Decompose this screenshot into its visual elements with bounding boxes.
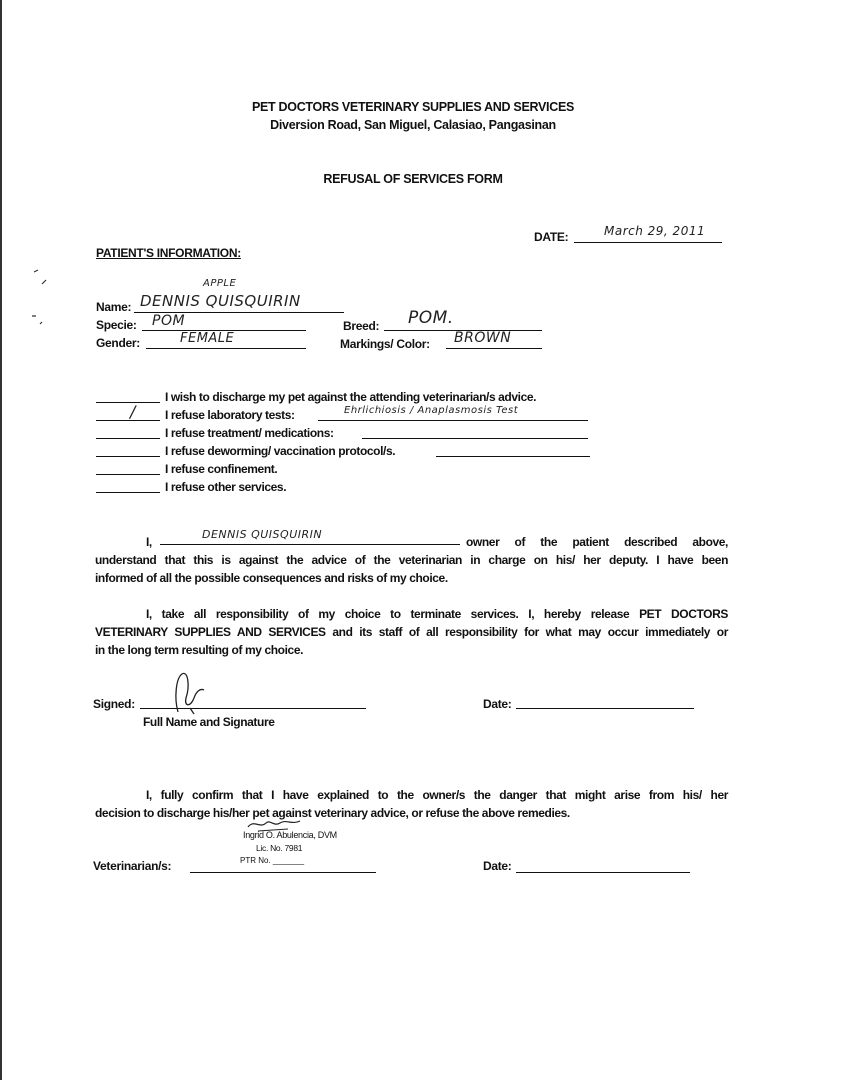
- signature-caption: Full Name and Signature: [143, 715, 275, 729]
- option-text-3: I refuse treatment/ medications:: [165, 426, 334, 440]
- vet-stamp-ptr: PTR No. _______: [240, 856, 305, 865]
- option-text-1: I wish to discharge my pet against the attending veterinarian/s advice.: [165, 390, 537, 404]
- date-field[interactable]: [574, 226, 722, 243]
- deworming-field[interactable]: [436, 444, 590, 457]
- responsibility-line2: VETERINARY SUPPLIES AND SERVICES and its staff of all responsibility for what may occur immediately or: [95, 625, 728, 639]
- gender-value: FEMALE: [180, 331, 235, 346]
- date-label: DATE:: [534, 230, 569, 244]
- responsibility-line1: I, take all responsibility of my choice to terminate services. I, hereby release PET DOCTORS: [146, 607, 728, 621]
- scan-edge: [0, 0, 2, 1080]
- option-text-4: I refuse deworming/ vaccination protocol/s.: [165, 444, 396, 458]
- option-blank-5[interactable]: [96, 464, 160, 475]
- gender-label: Gender:: [96, 336, 140, 350]
- option-text-2: I refuse laboratory tests:: [165, 408, 295, 422]
- signed-label: Signed:: [93, 697, 135, 711]
- veterinarian-label: Veterinarian/s:: [93, 859, 172, 873]
- breed-field[interactable]: [384, 308, 542, 331]
- option-blank-2[interactable]: [96, 402, 160, 421]
- specie-label: Specie:: [96, 318, 137, 332]
- vet-date-label: Date:: [483, 859, 512, 873]
- option-blank-3[interactable]: [96, 428, 160, 439]
- option-text-6: I refuse other services.: [165, 480, 287, 494]
- breed-value: POM.: [408, 308, 454, 328]
- option-blank-4[interactable]: [96, 446, 160, 457]
- confirmation-line2: decision to discharge his/her pet against veterinary advice, or refuse the above remedies.: [95, 806, 570, 820]
- company-address: Diversion Road, San Miguel, Calasiao, Pangasinan: [270, 118, 556, 132]
- option-text-5: I refuse confinement.: [165, 462, 278, 476]
- markings-label: Markings/ Color:: [340, 337, 430, 351]
- name-field[interactable]: [134, 294, 344, 313]
- vet-date-field[interactable]: [516, 858, 690, 873]
- vet-signature-field[interactable]: [190, 858, 376, 873]
- vet-stamp-name: Ingrid O. Abulencia, DVM: [243, 830, 337, 840]
- owner-name-field[interactable]: [160, 530, 460, 545]
- owner-signature-mark: [168, 668, 212, 718]
- treatment-field[interactable]: [362, 426, 588, 439]
- gender-field[interactable]: [146, 332, 306, 349]
- specie-value: POM: [152, 313, 186, 329]
- statement-line1-suffix: owner of the patient described above,: [466, 535, 728, 549]
- breed-label: Breed:: [343, 319, 380, 333]
- owner-name-value: DENNIS QUISQUIRIN: [202, 528, 323, 541]
- lab-tests-field[interactable]: [318, 405, 588, 421]
- scan-marks: [26, 262, 56, 332]
- owner-date-field[interactable]: [516, 694, 694, 709]
- statement-line3: informed of all the possible consequences and risks of my choice.: [95, 571, 448, 585]
- option-blank-6[interactable]: [96, 482, 160, 493]
- specie-field[interactable]: [142, 314, 306, 331]
- responsibility-line3: in the long term resulting of my choice.: [95, 643, 304, 657]
- pet-name-note: APPLE: [203, 278, 237, 289]
- date-value: March 29, 2011: [604, 224, 706, 238]
- option-blank-1[interactable]: [96, 392, 160, 403]
- patient-section-title: PATIENT'S INFORMATION:: [96, 246, 241, 260]
- markings-field[interactable]: [446, 332, 542, 349]
- confirmation-line1: I, fully confirm that I have explained to the owner/s the danger that might arise from his/ her: [146, 788, 728, 802]
- name-value: DENNIS QUISQUIRIN: [140, 292, 301, 310]
- owner-date-label: Date:: [483, 697, 512, 711]
- lab-tests-value: Ehrlichiosis / Anaplasmosis Test: [344, 405, 519, 416]
- statement-line2: understand that this is against the advice of the veterinarian in charge on his/ her deputy. I have been: [95, 553, 728, 567]
- vet-stamp-license: Lic. No. 7981: [256, 843, 303, 853]
- statement-prefix: I,: [146, 535, 152, 549]
- markings-value: BROWN: [454, 330, 512, 346]
- form-title: REFUSAL OF SERVICES FORM: [323, 172, 503, 186]
- company-name: PET DOCTORS VETERINARY SUPPLIES AND SERVICES: [251, 100, 575, 114]
- name-label: Name:: [96, 300, 132, 314]
- check-mark: /: [130, 402, 136, 421]
